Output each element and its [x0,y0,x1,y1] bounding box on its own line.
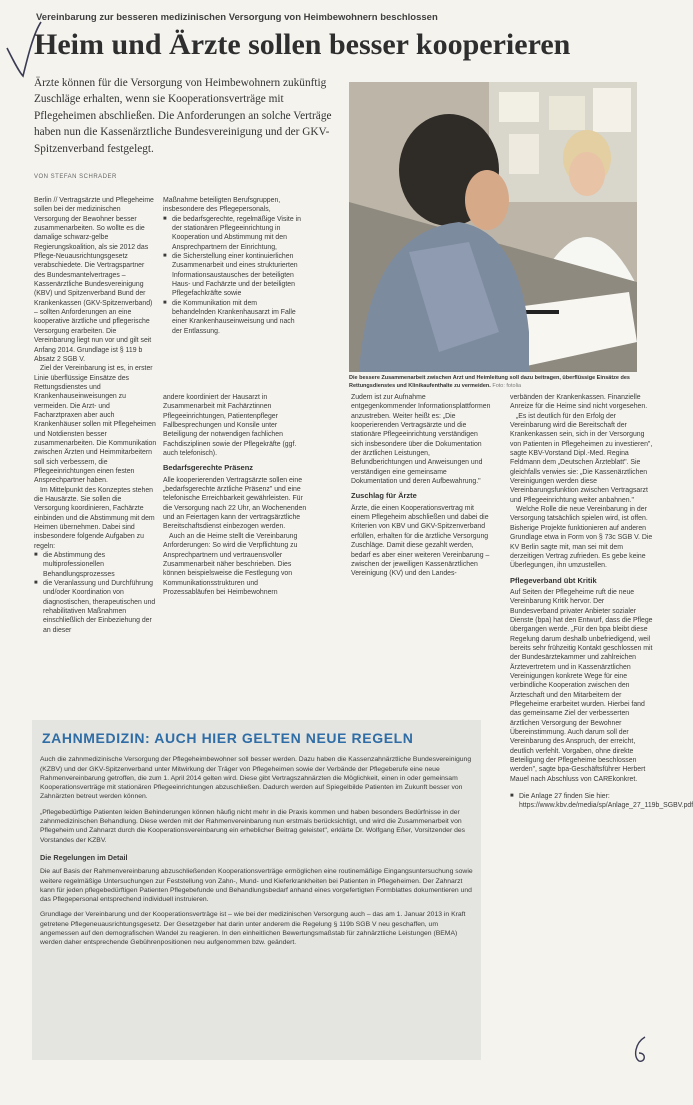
article-column-3 [351,393,491,678]
box-title: ZAHNMEDIZIN: AUCH HIER GELTEN NEUE REGELN [42,730,414,746]
col4-note-list [510,792,693,811]
article-column-2-top [163,196,301,371]
photo-caption [349,375,649,390]
list-item: ■ die Veranlassung und Durchführung und/oder Koordination von diagnostischen, therapeutischen und rehabilitativen Maßnahmen einschließlich der Einbeziehung der an dieser [34,579,157,635]
list-item: ■ die bedarfsgerechte, regelmäßige Visite in der stationären Pflegeeinrichtung in Kooperation und Abstimmung mit den Ansprechpartnern der Einrichtung, [163,215,301,252]
article-column-4 [510,393,693,1073]
photo-credit: Foto: fotolia [492,382,522,389]
headline: Heim und Ärzte sollen besser kooperieren [34,28,571,61]
kicker: Vereinbarung zur besseren medizinischen Versorgung von Heimbewohnern beschlossen [36,12,438,23]
box-paragraph: Auch die zahnmedizinische Versorgung der Pflegeheimbewohner soll besser werden. Dazu haben die Kassenzahnärztliche Bundesvereinigung (KZBV) und der GKV-Spitzenverband unter Mitwirkung der Träger von Pflegeheimen sowie der Verbände der Pflegeberufe eine neue Rahmenvereinbarung getroffen, die zum 1. April 2014 gelten wird. Diese gibt Vertragszahnärzten die Möglichkeit, einen in oder gemeinsam Kooperationsverträge mit stationären Pflegeeinrichtungen abzuschließen. Dadurch werden auf Spiegelbilde Patienten im Zukunft besser von Zahnärzten betreut werden können. [40,756,472,801]
list-item: ■ die Abstimmung des multiprofessionellen Behandlungsprozesses [34,551,157,579]
col2b-paragraph: andere koordiniert der Hausarzt in Zusammenarbeit mit Fachärztinnen Pflegeeinrichtungen, Patientenpfleger Fallbesprechungen und Konsile unter Beteiligung der notwendigen fachlichen Fachdisziplinen sowie der Pflegekräfte (ggf. auch telefonisch). [163,394,297,458]
col1-paragraph: Berlin // Vertragsärzte und Pflegeheime sollen bei der medizinischen Versorgung der Bewohner besser zusammenarbeiten. So wollte es die damalige schwarz-gelbe Regierungskoalition, als sie 2012 das Pflege-Neuausrichtungsgesetz verabschiedete. Die Vertragspartner des Bundesmantelvertrages – Kassenärztliche Bundesvereinigung (KBV) und Spitzenverband Bund der Krankenkassen (GKV-Spitzenverband) – sollten Anforderungen an eine kooperative ärztliche und pflegerische Versorgung erarbeiten. Die Vereinbarung liegt nun vor und gilt seit Anfang 2014. Grundlage ist § 119 b Absatz 2 SGB V. [34,197,154,363]
byline: VON STEFAN SCHRADER [34,174,117,180]
lead-paragraph: Ärzte können für die Versorgung von Heimbewohnern zukünftig Zuschläge erhalten, wenn sie Kooperationsverträge mit Pflegeheimen abschließen. Die Anforderungen an solche Verträge haben nun die Kassenärztliche Bundesvereinigung und der GKV-Spitzenverband festgelegt. [34,77,332,155]
col4-paragraph: Auf Seiten der Pflegeheime ruft die neue Vereinbarung Kritik hervor. Der Bundesverband privater Anbieter sozialer Dienste (bpa) hat den Entwurf, dass die Pflege übergangen werde. „Für den bpa bleibt diese Regelung darum deshalb unbefriedigend, weil bereits sehr frühzeitig Kontakt geschlossen mit der Bundesärztekammer und zahlreichen Ärztevertretern und in Kassenärztlichen Vereinigungen konkrete Wege für eine verbindliche Kooperation zwischen den Ärzteschaft und den Mitarbeitern der Pflegeheime erarbeitet wurden. Hierbei fand das gemeinsame Ziel der verbesserten ärztlichen Versorgung der Bewohner Übereinstimmung. Auch darum soll der Vereinbarung des Anspruch, der erreicht, deutlich verfehlt. Vorgaben, ohne direkte Beteiligung der Pflegeheime beschlossen werden", sagte bpa-Geschäftsführer Herbert Mauel nach Abschluss von CAREkonkret. [510,588,653,783]
list-item: ■ die Sicherstellung einer kontinuierlichen Zusammenarbeit und eines strukturierten Informationsaustausches der beteiligten Haus- und Fachärzte und der beteiligten Pflegefachkräfte sowie [163,252,301,299]
handwritten-mark [629,1035,653,1065]
box-paragraph: Die auf Basis der Rahmenvereinbarung abzuschließenden Kooperationsverträge ermöglichen eine routinemäßige Eingangsuntersuchung sowie weitere regelmäßige Untersuchungen zur Feststellung von Zahn-, Mund- und Kieferkrankheiten bei Patienten in Pflegeheimen. Der Zahnarzt kann für jeden pflegebedürftigen Patienten Pflegebefunde und Behandlungsbedarf anhand eines vorgefertigten Formblattes dokumentieren und das Pflegepersonal entsprechend individuell instruieren. [40,868,473,904]
article-column-2-bottom [163,393,309,717]
col4-paragraph: „Es ist deutlich für den Erfolg der Vereinbarung wird die Bereitschaft der Krankenkassen sein, sich in der Versorgung von Patienten in Pflegeheimen zu investieren", sagte KBV-Vorstand Dipl.-Med. Regina Feldmann dem „Deutschen Ärzteblatt". Sie gleichfalls verwies sie: „Die Kassenärztlichen Vereinigungen werden diese Vereinbarungsfunktion zwischen Vertragsarzt und Pflegeeinrichtung weiter anbahnen." [510,412,653,504]
list-item: ■ Die Anlage 27 finden Sie hier: https://www.kbv.de/media/sp/Anlage_27_119b_SGBV.pdf [510,792,654,811]
col2-paragraph: Maßnahme beteiligten Berufsgruppen, insbesondere des Pflegepersonals, [163,197,281,214]
col4-paragraph: Welche Rolle die neue Vereinbarung in der Versorgung tatsächlich spielen wird, ist offen. Bisherige Projekte funktionieren auf anderen Grundlage etwa in Form von § 73c SGB V. Die KV Berlin sagte mit, man sei mit dem derzeitigen Vertrag zufrieden. Es gebe keine Überlegungen, ihn umzustellen. [510,506,653,570]
article-column-1 [34,196,157,716]
col3-paragraph: Ärzte, die einen Kooperationsvertrag mit einem Pflegeheim abschließen und dabei die Kriterien von KBV und GKV-Spitzenverband erfüllen, erhalten für die ärztliche Versorgung Zuschläge. Damit diese gezahlt werden, bedarf es aber einer weiteren Vereinbarung – zwischen der jeweiligen Kassenärztlichen Vereinigung (KV) und den Landes- [351,504,490,578]
subheading-kritik: Pflegeverband übt Kritik [510,575,597,585]
zahnmedizin-info-box [32,720,481,1060]
col1-bullet-list [34,551,157,635]
col2b-paragraph: Alle kooperierenden Vertragsärzte sollen eine „bedarfsgerechte ärztliche Präsenz" und eine telefonische Erreichbarkeit gewährleisten. Für die Versorgung nach 22 Uhr, an Wochenenden und an Feiertagen kann der vertragsärztliche Bereitschaftsdienst einbezogen werden. [163,476,307,531]
subheading-praesenz: Bedarfsgerechte Präsenz [163,463,254,473]
box-paragraph: Grundlage der Vereinbarung und der Kooperationsverträge ist – wie bei der medizinischen Versorgung auch – das am 1. Januar 2013 in Kraft getretene Pflegeneuausrichtungsgesetz. Der Gesetzgeber hat darin unter anderem die Regelung § 119b SGB V neu geschaffen, um angemessen auf den demografischen Wandel zu reagieren. In den einheitlichen Bewertungsmaßstab für zahnärztliche Leistungen (BEMA) werden daher entsprechende Gebührenpositionen neu aufgenommen bzw. geändert. [40,911,466,947]
col3-paragraph: Zudem ist zur Aufnahme entgegenkommender Informationsplattformen anzustreben. Weiter heißt es: „Die kooperierenden Vertragsärzte und die stationäre Pflegeeinrichtung verständigen sich insbesondere über die Dokumentation der ärztlichen Leistungen, Befundberichtungen und Anweisungen und verständigen eine gemeinsame Dokumentation und deren Aufbewahrung." [351,394,491,486]
list-item: ■ die Kommunikation mit dem behandelnden Krankenhausarzt im Falle einer Krankenhauseinweisung und nach der Entlassung. [163,299,301,336]
col1-paragraph: Im Mittelpunkt des Konzeptes stehen die Hausärzte. Sie sollen die Versorgung koordinieren, Fachärzte einbinden und die Abstimmung mit dem Heimen übernehmen. Dabei sind insbesondere folgende Aufgaben zu regeln: [34,486,155,550]
col4-paragraph: verbänden der Krankenkassen. Finanzielle Anreize für die Heime sind nicht vorgesehen. [510,394,648,411]
box-paragraph: „Pflegebedürftige Patienten leiden Behinderungen können häufig nicht mehr in die Praxis kommen und haben besonders Bedürfnisse in der zahnmedizinischen Behandlung. Diese werden mit der Rahmenvereinbarung nun erstmals berücksichtigt, und wird die Zusammenarbeit von Pflegeheim und Zahnarzt durch die Kooperationsvereinbarung ein erheblicher Beitrag geleistet", erklärte Dr. Wolfgang Eßer, Vorsitzender des Vorstandes der KZBV. [40,808,466,844]
caption-text: Die bessere Zusammenarbeit zwischen Arzt und Heimleitung soll dazu beitragen, überflüssige Einsätze des Rettungsdienstes und Klinikaufenthalte zu vermeiden. [349,375,630,389]
doctor-nurse-photo [349,82,637,372]
col2b-paragraph: Auch an die Heime stellt die Vereinbarung Anforderungen: So wird die Verpflichtung zu Ansprechpartnern und vertrauensvoller Zusammenarbeit näher beschrieben. Dies können beispielsweise die Festlegung von Kommunikationsstrukturen und Prozessabläufen bei Heimbewohnern [163,532,298,596]
col1-paragraph: Ziel der Vereinbarung ist es, in erster Linie überflüssige Einsätze des Rettungsdienstes und Krankenhauseinweisungen zu vermeiden. Die Arzt- und Facharztpraxen aber auch Krankenhäuser sollen mit Pflegeheimen und Notdiensten besser zusammenarbeiten. Die Kommunikation zwischen Ärzten und Heimmitarbeitern soll sich verbessern, die Pflegeeinrichtungen einen festen Ansprechpartner haben. [34,365,157,485]
box-subheading: Die Regelungen im Detail [40,852,128,862]
col2-bullet-list [163,215,301,336]
subheading-zuschlag: Zuschlag für Ärzte [351,491,417,501]
